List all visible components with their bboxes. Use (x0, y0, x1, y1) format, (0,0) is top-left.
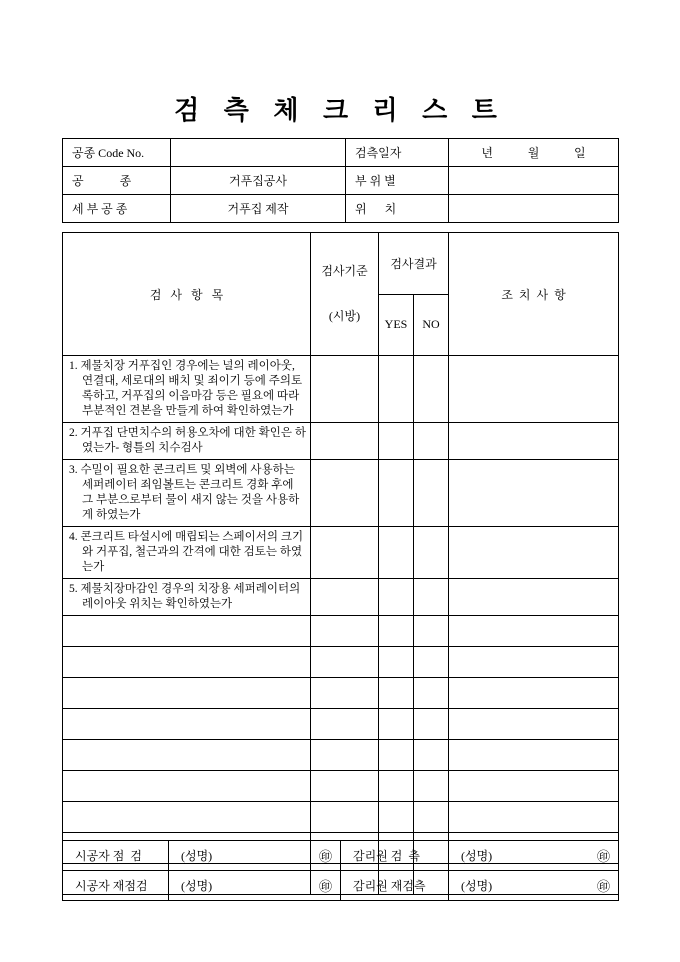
empty-cell (449, 616, 619, 647)
info-label-sub-work: 세 부 공 종 (63, 195, 171, 223)
empty-cell (311, 647, 379, 678)
item-text-cell (63, 423, 311, 460)
info-value-code-no (171, 139, 346, 167)
checklist-item-row-2 (63, 423, 619, 460)
action-cell (449, 356, 619, 423)
supervisor-inspect-label: 감리원 검 측 (341, 841, 449, 871)
empty-cell (311, 740, 379, 771)
action-cell (449, 460, 619, 527)
empty-cell (414, 616, 449, 647)
seal-icon: ㊞ (596, 849, 610, 864)
empty-cell (379, 647, 414, 678)
empty-cell (63, 740, 311, 771)
info-value-work-type: 거푸집공사 (171, 167, 346, 195)
checklist-empty-row (63, 771, 619, 802)
empty-cell (311, 709, 379, 740)
empty-cell (379, 740, 414, 771)
yes-cell (379, 460, 414, 527)
info-row-sub-work (63, 195, 619, 223)
yes-cell (379, 423, 414, 460)
supervisor-reinspect-label: 감리원 재검측 (341, 871, 449, 901)
empty-cell (311, 771, 379, 802)
empty-cell (63, 771, 311, 802)
name-seal-group (169, 846, 340, 865)
contractor-check-name-cell (169, 841, 341, 871)
action-cell (449, 423, 619, 460)
name-seal-group (169, 876, 340, 895)
checklist-empty-row (63, 616, 619, 647)
checklist-body (63, 356, 619, 616)
header-no: NO (414, 294, 449, 356)
item-4-text: 4. 콘크리트 타설시에 매립되는 스페이서의 크기와 거푸집, 철근과의 간격에 대한 검토는 하였는가 (69, 531, 304, 573)
date-day-label: 일 (574, 146, 586, 160)
page-title: 검 측 체 크 리 스 트 (174, 96, 506, 125)
item-text-cell (63, 356, 311, 423)
empty-cell (449, 709, 619, 740)
empty-cell (379, 678, 414, 709)
info-label-part: 부 위 별 (346, 167, 449, 195)
no-cell (414, 579, 449, 616)
signature-table (62, 840, 619, 901)
checklist-empty-row (63, 740, 619, 771)
empty-cell (311, 678, 379, 709)
header-action: 조 치 사 항 (449, 233, 619, 356)
checklist-item-row-3 (63, 460, 619, 527)
empty-cell (379, 616, 414, 647)
action-cell (449, 579, 619, 616)
info-label-code-no: 공종 Code No. (63, 139, 171, 167)
header-yes: YES (379, 294, 414, 356)
info-value-location (449, 195, 619, 223)
header-inspection-criteria (311, 233, 379, 356)
name-label: (성명) (461, 879, 493, 893)
checklist-table (62, 232, 619, 895)
name-label: (성명) (461, 849, 493, 863)
empty-cell (311, 616, 379, 647)
item-5-text: 5. 제물치장마감인 경우의 치장용 세퍼레이터의 레이아웃 위치는 확인하였는가 (69, 583, 301, 610)
info-table (62, 138, 619, 223)
criteria-cell (311, 527, 379, 579)
empty-cell (311, 802, 379, 833)
checklist-item-row-5 (63, 579, 619, 616)
empty-cell (449, 740, 619, 771)
header-criteria-line2: (시방) (328, 309, 361, 323)
empty-cell (379, 771, 414, 802)
criteria-cell (311, 423, 379, 460)
empty-cell (63, 709, 311, 740)
info-value-sub-work: 거푸집 제작 (171, 195, 346, 223)
empty-cell (63, 678, 311, 709)
action-cell (449, 527, 619, 579)
supervisor-reinspect-name-cell (449, 871, 619, 901)
date-fields (450, 144, 617, 161)
info-label-work-type: 공 종 (63, 167, 171, 195)
contractor-recheck-label: 시공자 재점검 (63, 871, 169, 901)
empty-cell (414, 709, 449, 740)
seal-icon: ㊞ (596, 879, 610, 894)
checklist-empty-row (63, 709, 619, 740)
header-inspection-item: 검 사 항 목 (63, 233, 311, 356)
header-criteria-line1: 검사기준 (321, 264, 368, 278)
item-2-text: 2. 거푸집 단면치수의 허용오차에 대한 확인은 하였는가- 형틀의 치수검사 (69, 427, 306, 454)
empty-cell (414, 678, 449, 709)
item-text-cell (63, 527, 311, 579)
info-value-inspection-date (449, 139, 619, 167)
contractor-check-label: 시공자 점 검 (63, 841, 169, 871)
yes-cell (379, 527, 414, 579)
empty-cell (63, 616, 311, 647)
name-label: (성명) (181, 849, 213, 863)
item-1-text: 1. 제물치장 거푸집인 경우에는 널의 레이아웃, 연결대, 세로대의 배치 및 죄이기 등에 주의토록하고, 거푸집의 이음마감 등은 필요에 따라 부분적인 견본을 만들게 하여 확인하였는가 (69, 360, 303, 417)
name-seal-group (449, 876, 618, 895)
empty-cell (414, 740, 449, 771)
empty-cell (63, 647, 311, 678)
empty-cell (379, 709, 414, 740)
empty-cell (414, 647, 449, 678)
no-cell (414, 460, 449, 527)
yes-cell (379, 356, 414, 423)
supervisor-inspect-name-cell (449, 841, 619, 871)
item-text-cell (63, 460, 311, 527)
no-cell (414, 527, 449, 579)
info-row-work-type (63, 167, 619, 195)
empty-cell (449, 678, 619, 709)
info-label-location: 위 치 (346, 195, 449, 223)
signature-row-2 (63, 871, 619, 901)
no-cell (414, 423, 449, 460)
header-inspection-result: 검사결과 (379, 233, 449, 295)
checklist-header-row-1 (63, 233, 619, 295)
empty-cell (63, 802, 311, 833)
empty-cell (379, 802, 414, 833)
checklist-item-row-4 (63, 527, 619, 579)
empty-cell (449, 647, 619, 678)
info-value-part (449, 167, 619, 195)
seal-icon: ㊞ (318, 879, 332, 894)
date-month-label: 월 (527, 146, 540, 160)
date-year-label: 년 (481, 146, 493, 160)
seal-icon: ㊞ (318, 849, 332, 864)
empty-cell (414, 771, 449, 802)
yes-cell (379, 579, 414, 616)
signature-row-1 (63, 841, 619, 871)
criteria-cell (311, 460, 379, 527)
checklist-empty-row (63, 647, 619, 678)
info-row-code (63, 139, 619, 167)
empty-cell (449, 771, 619, 802)
contractor-recheck-name-cell (169, 871, 341, 901)
criteria-cell (311, 579, 379, 616)
name-seal-group (449, 846, 618, 865)
criteria-cell (311, 356, 379, 423)
info-label-inspection-date: 검측일자 (346, 139, 449, 167)
checklist-empty-row (63, 802, 619, 833)
checklist-empty-row (63, 678, 619, 709)
checklist-item-row-1 (63, 356, 619, 423)
name-label: (성명) (181, 879, 213, 893)
empty-cell (449, 802, 619, 833)
item-text-cell (63, 579, 311, 616)
no-cell (414, 356, 449, 423)
item-3-text: 3. 수밀이 필요한 콘크리트 및 외벽에 사용하는 세퍼레이터 죄임볼트는 콘크리트 경화 후에 그 부분으로부터 물이 새지 않는 것을 사용하게 하였는가 (69, 464, 300, 521)
empty-cell (414, 802, 449, 833)
